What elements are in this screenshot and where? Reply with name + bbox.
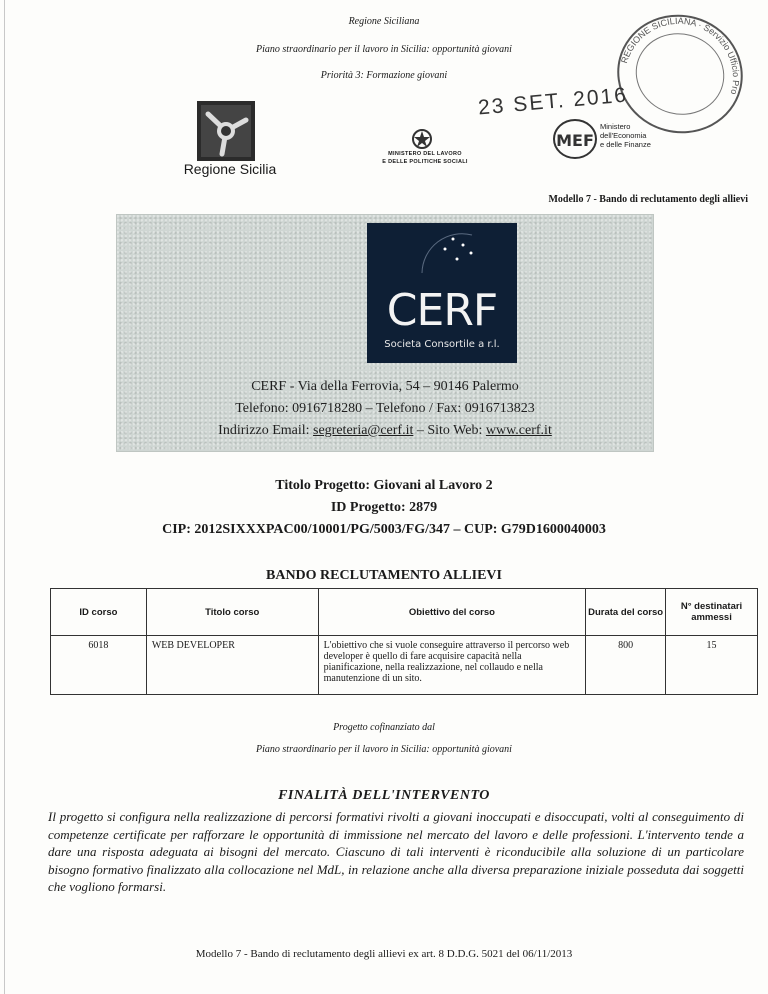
regione-siciliana-stamp-icon [606, 8, 754, 138]
header-line-piano: Piano straordinario per il lavoro in Sicilia: opportunità giovani [256, 44, 512, 55]
header-durata: Durata del corso [586, 589, 666, 636]
page-edge-shadow [4, 0, 5, 994]
ministero-lavoro-label: MINISTERO DEL LAVORO E DELLE POLITICHE SOCIALI [382, 151, 468, 165]
cell-titolo-corso: WEB DEVELOPER [146, 636, 318, 695]
cerf-logo-word: CERF [386, 285, 498, 336]
website-link[interactable]: www.cerf.it [485, 423, 552, 438]
cerf-address: CERF - Via della Ferrovia, 54 – 90146 Palermo [251, 379, 519, 394]
header-destinatari: N° destinatari ammessi [666, 589, 758, 636]
table-header-row [51, 589, 758, 636]
header-line-priorita: Priorità 3: Formazione giovani [320, 70, 448, 81]
regione-sicilia-emblem-icon [196, 100, 256, 162]
cerf-contacts [117, 423, 653, 439]
site-label: – Sito Web: [413, 423, 486, 438]
modello-title: Modello 7 - Bando di reclutamento degli allievi [548, 194, 748, 205]
cell-durata: 800 [586, 636, 666, 695]
project-title: Titolo Progetto: Giovani al Lavoro 2 [275, 478, 493, 493]
mef-logo-icon [552, 118, 598, 160]
header-id-corso: ID corso [51, 589, 147, 636]
header-line-regione: Regione Siciliana [348, 16, 420, 27]
project-id: ID Progetto: 2879 [330, 500, 438, 515]
cerf-banner [116, 214, 654, 452]
regione-sicilia-label: Regione Sicilia [183, 161, 277, 177]
cerf-logo [367, 223, 517, 363]
page-footer: Modello 7 - Bando di reclutamento degli allievi ex art. 8 D.D.G. 5021 del 06/11/2013 [195, 948, 573, 960]
bando-title: BANDO RECLUTAMENTO ALLIEVI [266, 568, 502, 583]
finalita-title: FINALITÀ DELL'INTERVENTO [278, 788, 490, 803]
cerf-stars-icon [367, 223, 517, 283]
header-titolo-corso: Titolo corso [146, 589, 318, 636]
email-link[interactable]: segreteria@cerf.it [313, 423, 414, 438]
cell-obiettivo: L'obiettivo che si vuole conseguire attraverso il percorso web developer è quello di fare acquisire capacità nella pianificazione, nella realizzazione, nel collaudo e nella manutenzione di un sito. [318, 636, 586, 695]
cofinanziato-line1: Progetto cofinanziato dal [333, 722, 435, 733]
ministero-lavoro-emblem-icon [410, 128, 434, 150]
mef-abbr: MEF [556, 131, 594, 150]
cerf-phone: Telefono: 0916718280 – Telefono / Fax: 0916713823 [235, 401, 535, 416]
project-cip-cup: CIP: 2012SIXXXPAC00/10001/PG/5003/FG/347 – CUP: G79D1600040003 [162, 522, 606, 537]
email-label: Indirizzo Email: [218, 423, 314, 438]
course-table [50, 588, 758, 695]
cerf-logo-subtitle: Societa Consortile a r.l. [384, 339, 500, 350]
table-row [51, 636, 758, 695]
svg-text:REGIONE SICILIANA · Servizio U [606, 8, 754, 96]
cell-id-corso: 6018 [51, 636, 147, 695]
cell-destinatari: 15 [666, 636, 758, 695]
finalita-body: Il progetto si configura nella realizzazione di percorsi formativi rivolti a giovani inoccupati e disoccupati, volti al conseguimento di competenze certificate per rafforzare le opportunità di immissione nel mercato del lavoro e delle professioni. L'intervento tende a dare una risposta adeguata ai bisogni del mercato. Ciascuno di tali interventi è riconducibile alla soluzione di un particolare bisogno formativo finalizzato alla collocazione nel MdL, in relazione anche alla diversa preparazione iniziale posseduta dai soggetti che vogliono formarsi. [48, 809, 744, 894]
header-obiettivo: Obiettivo del corso [318, 589, 586, 636]
stamp-ring-text: REGIONE SICILIANA · Servizio Ufficio Provinciale [619, 15, 742, 96]
stamp-date: 23 SET. 2016 [477, 83, 629, 120]
cofinanziato-line2: Piano straordinario per il lavoro in Sicilia: opportunità giovani [256, 744, 512, 755]
mef-label: Ministero dell'Economia e delle Finanze [600, 122, 651, 149]
